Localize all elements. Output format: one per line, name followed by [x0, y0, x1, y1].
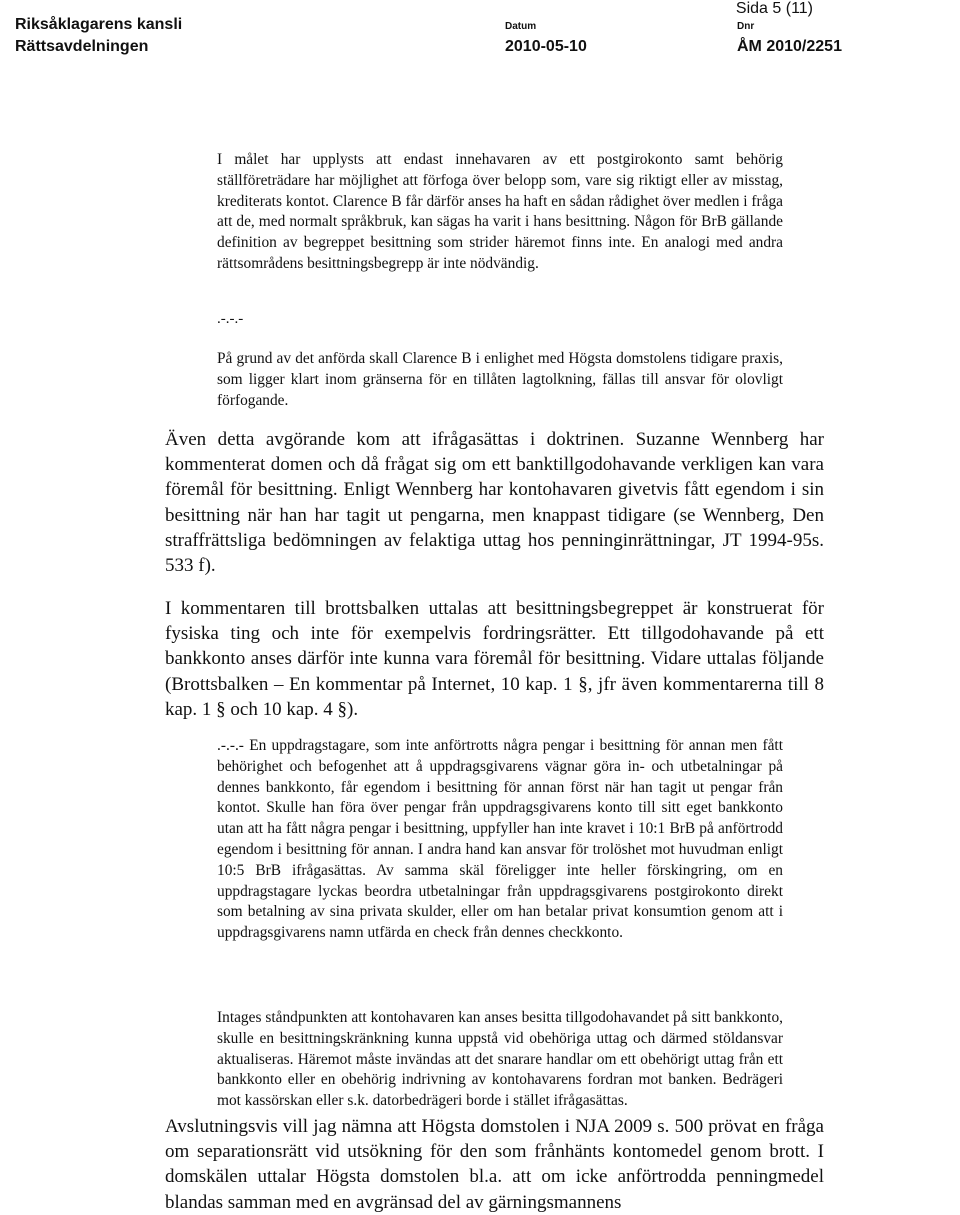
- organization-name: Riksåklagarens kansli: [15, 16, 183, 33]
- dnr-value: ÅM 2010/2251: [737, 38, 842, 55]
- quote-paragraph-1: I målet har upplysts att endast innehavaren av ett postgirokonto samt behörig ställföreträdare har möjlighet att förfoga över belopp som, vare sig riktigt eller av misstag, krediterats kontot. Clarence B får därför anses ha haft en sådan rådighet över medlen i fråga att de, med normalt språkbruk, kan sägas ha varit i hans besittning. Någon för BrB gällande definition av begreppet besittning som strider häremot finns inte. En analogi med andra rättsområdens besittningsbegrepp är inte nödvändig.: [217, 151, 783, 272]
- quote-paragraph-4: Intages ståndpunkten att kontohavaren kan anses besitta tillgodohavandet på sitt bankkonto, skulle en besittningskränkning kunna uppstå vid obehöriga uttag och därmed stöldansvar aktualiseras. Häremot måste invändas att det snarare handlar om ett obehörigt uttag från ett bankkonto eller en obehörig indrivning av kontohavarens fordran mot banken. Bedrägeri mot kassörskan eller s.k. datorbedrägeri borde i stället ifrågasättas.: [217, 1009, 783, 1110]
- body-paragraph-2: I kommentaren till brottsbalken uttalas att besittningsbegreppet är konstruerat för fysiska ting och inte för exempelvis fordringsrätter. Ett tillgodohavande på ett bankkonto anses därför inte kunna vara föremål för besittning. Vidare uttalas följande (Brottsbalken – En kommentar på Internet, 10 kap. 1 §, jfr även kommentarerna till 8 kap. 1 § och 10 kap. 4 §).: [165, 598, 824, 720]
- date-label: Datum: [505, 21, 537, 32]
- quote-paragraph-2: På grund av det anförda skall Clarence B i enlighet med Högsta domstolens tidigare praxis, som ligger klart inom gränserna för en tillåten lagtolkning, fällas till ansvar för olovligt förfogande.: [217, 350, 783, 409]
- page-number: Sida 5 (11): [735, 0, 813, 17]
- quote-separator: .-.-.-: [217, 311, 244, 327]
- body-paragraph-1: Även detta avgörande kom att ifrågasättas i doktrinen. Suzanne Wennberg har kommenterat domen och då frågat sig om ett banktillgodohavande verkligen kan vara föremål för besittning. Enligt Wennberg har kontohavaren givetvis fått egendom i sin besittning när han har tagit ut pengarna, men knappast tidigare (se Wennberg, Den straffrättsliga bedömningen av felaktiga uttag hos penninginrättningar, JT 1994-95s. 533 f).: [165, 429, 824, 577]
- dnr-label: Dnr: [737, 21, 755, 32]
- department-name: Rättsavdelningen: [15, 38, 149, 55]
- date-value: 2010-05-10: [505, 38, 587, 55]
- body-paragraph-3: Avslutningsvis vill jag nämna att Högsta domstolen i NJA 2009 s. 500 prövat en fråga om separationsrätt vid utsökning för den som frånhänts kontomedel genom brott. I domskälen uttalar Högsta domstolen bl.a. att om icke anförtrodda penningmedel blandas samman med en avgränsad del av gärningsmannens: [165, 1116, 824, 1213]
- quote-paragraph-3: .-.-.- En uppdragstagare, som inte anförtrotts några pengar i besittning för annan men fått behörighet och befogenhet att å uppdragsgivarens vägnar göra in- och utbetalningar på dennes bankkonto, får egendom i besittning för annan först när han tagit ut pengar från kontot. Skulle han föra över pengar från uppdragsgivarens konto till sitt eget bankkonto utan att ha fått några pengar i besittning, uppfyller han inte kravet i 10:1 BrB på anförtrodd egendom i besittning för annan. I andra hand kan ansvar för trolöshet mot huvudman enligt 10:5 BrB ifrågasättas. Av samma skäl föreligger inte heller förskingring, om en uppdragstagare lyckas beordra utbetalningar från uppdragsgivarens postgirokonto direkt som betalning av sina privata skulder, eller om han betalar privat konsumtion genom att i uppdragsgivarens namn utfärda en check från dennes checkkonto.: [217, 737, 783, 942]
